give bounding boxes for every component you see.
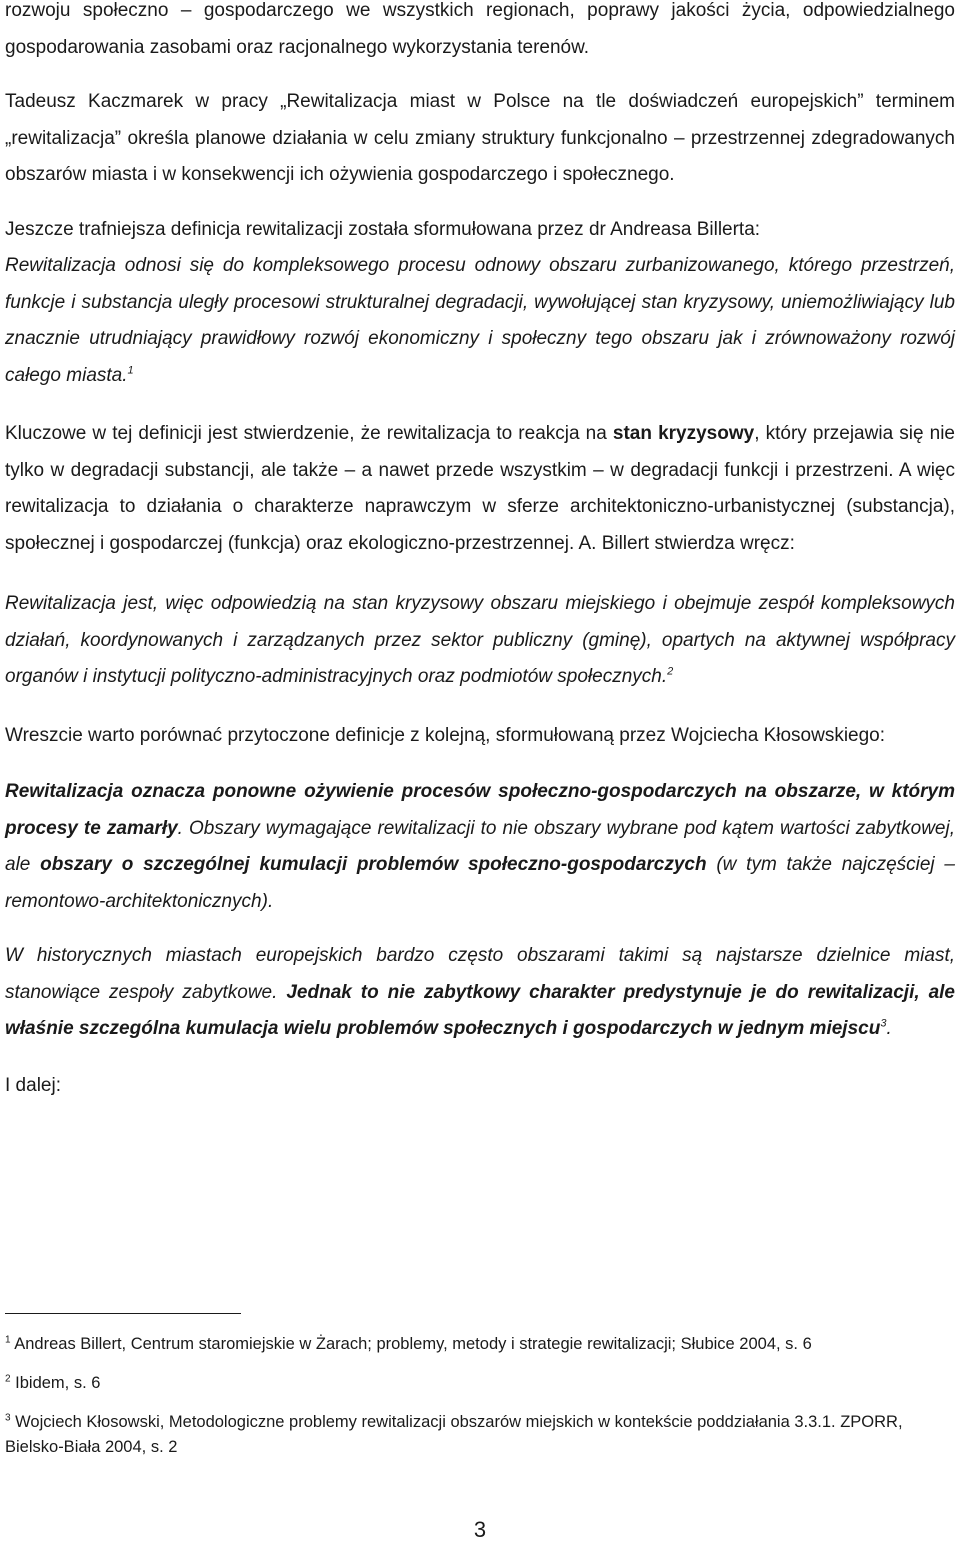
paragraph-5-text: Wreszcie warto porównać przytoczone definicje z kolejną, sformułowaną przez Wojciecha Kłosowskiego: (5, 724, 886, 746)
quote-3-bold-c: obszary o szczególnej kumulacji problemów społeczno-gospodarczych (40, 854, 707, 875)
paragraph-4-emphasis: stan kryzysowy (612, 423, 755, 444)
footnote-3 (5, 1410, 955, 1460)
quote-klosowski-2 (5, 938, 955, 1048)
quote-2-text: Rewitalizacja jest, więc odpowiedzią na stan kryzysowy obszaru miejskiego i obejmuje zespół kompleksowych działań, koordynowanych i zarządzanych przez sektor publiczny (gminę), opartych na aktywnej współpracy organów i instytucji polityczno-administracyjnych oraz podmiotów społecznych. (5, 593, 955, 687)
footnote-1-text: Andreas Billert, Centrum staromiejskie w Żarach; problemy, metody i strategie rewitalizacji; Słubice 2004, s. 6 (14, 1335, 812, 1353)
quote-4-bold-b: Jednak to nie zabytkowy charakter predystynuje je do rewitalizacji, ale właśnie szczególna kumulacja wielu problemów społecznych i gospodarczych w jednym miejscu (5, 981, 955, 1039)
paragraph-2 (5, 84, 955, 194)
paragraph-5 (5, 718, 955, 755)
quote-4-text-a: W historycznych miastach europejskich bardzo często obszarami takimi są najstarsze dzielnice miast, stanowiące zespoły zabytkowe. (5, 945, 955, 1003)
footnote-ref-3[interactable]: 3 (880, 1017, 887, 1030)
body-text (5, 0, 955, 1104)
footnote-2-number: 2 (5, 1373, 11, 1385)
footnote-2-text: Ibidem, s. 6 (15, 1374, 101, 1392)
paragraph-6-text: I dalej: (5, 1074, 61, 1096)
footnotes-section (5, 1313, 955, 1474)
quote-3-bold-a: Rewitalizacja oznacza ponowne ożywienie procesów społeczno-gospodarczych na obszarze, w którym procesy te zamarły (5, 781, 955, 839)
paragraph-4-text-c: , który przejawia się nie tylko w degradacji substancji, ale także – a nawet przede wszystkim – w degradacji funkcji i przestrzeni. A więc rewitalizacja to działania o charakterze naprawczym w sferze architektoniczno-urbanistycznej (substancja), społecznej i gospodarczej (funkcja) oraz ekologiczno-przestrzennej. A. Billert stwierdza wręcz: (5, 423, 955, 554)
footnote-2 (5, 1371, 955, 1396)
paragraph-6 (5, 1068, 955, 1105)
quote-3-text-b: . Obszary wymagające rewitalizacji to nie obszary wybrane pod kątem wartości zabytkowej, ale (5, 817, 955, 875)
quote-1-text: Rewitalizacja odnosi się do kompleksowego procesu odnowy obszaru zurbanizowanego, którego przestrzeń, funkcje i substancja uległy procesowi strukturalnej degradacji, wywołującej stan kryzysowy, uniemożliwiający lub znacznie utrudniający prawidłowy rozwój ekonomiczny i społeczny tego obszaru jak i zrównoważony rozwój całego miasta. (5, 255, 955, 386)
quote-billert-2 (5, 586, 955, 696)
footnote-3-text: Wojciech Kłosowski, Metodologiczne problemy rewitalizacji obszarów miejskich w kontekście poddziałania 3.3.1. ZPORR, Bielsko-Biała 2004, s. 2 (5, 1413, 903, 1456)
footnote-1 (5, 1332, 955, 1357)
quote-klosowski-1 (5, 774, 955, 920)
paragraph-1 (5, 0, 955, 66)
quote-3-text-d: (w tym także najczęściej – remontowo-architektonicznych). (5, 854, 955, 912)
paragraph-4-text-a: Kluczowe w tej definicji jest stwierdzenie, że rewitalizacja to reakcja na (5, 423, 613, 444)
quote-billert-1 (5, 248, 955, 394)
paragraph-4 (5, 416, 955, 562)
footnote-separator (5, 1313, 241, 1314)
footnote-ref-2[interactable]: 2 (667, 665, 674, 678)
paragraph-3 (5, 212, 955, 249)
footnote-3-number: 3 (5, 1412, 11, 1424)
quote-4-end: . (886, 1018, 892, 1039)
paragraph-1-text: rozwoju społeczno – gospodarczego we wszystkich regionach, poprawy jakości życia, odpowiedzialnego gospodarowania zasobami oraz racjonalnego wykorzystania terenów. (5, 0, 955, 58)
paragraph-2-text: Tadeusz Kaczmarek w pracy „Rewitalizacja miast w Polsce na tle doświadczeń europejskich” terminem „rewitalizacja” określa planowe działania w celu zmiany struktury funkcjonalno – przestrzennej zdegradowanych obszarów miasta i w konsekwencji ich ożywienia gospodarczego i społecznego. (5, 91, 955, 185)
paragraph-3-text: Jeszcze trafniejsza definicja rewitalizacji została sformułowana przez dr Andreasa Billerta: (5, 218, 761, 240)
footnote-1-number: 1 (5, 1334, 11, 1346)
page-number: 3 (473, 1517, 487, 1542)
footnote-ref-1[interactable]: 1 (127, 364, 134, 377)
